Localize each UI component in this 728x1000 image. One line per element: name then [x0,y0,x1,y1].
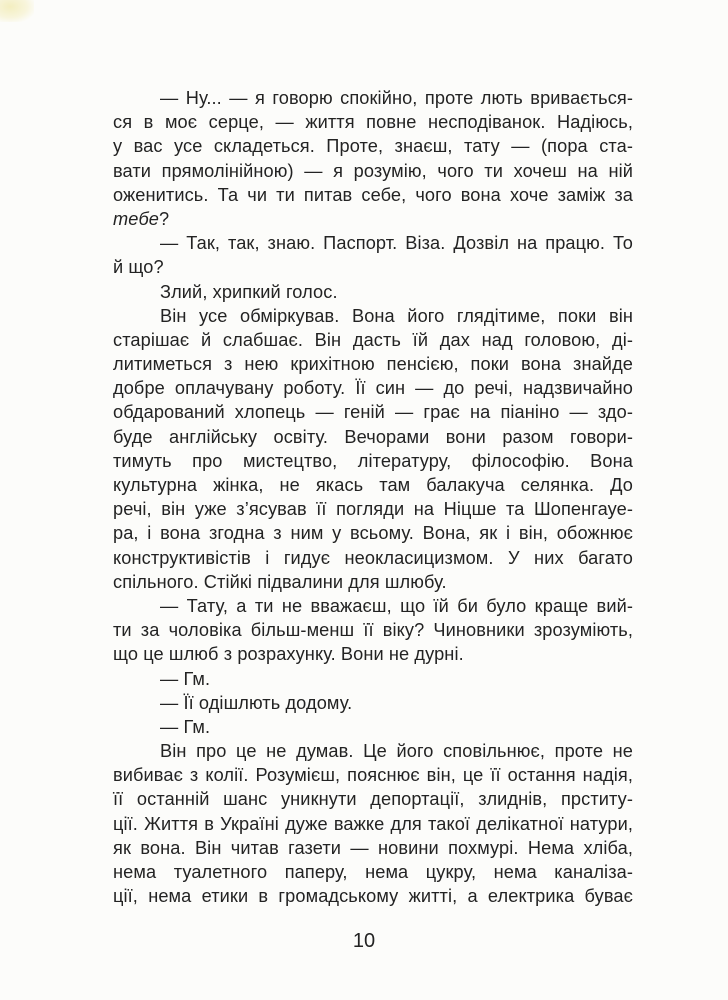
text-line [113,860,633,884]
text-line [113,255,633,279]
line-text: її останній шанс уникнути депортації, злиднів, прститу- [113,789,633,810]
line-text: конструктивістів і гидує неокласицизмом. У них багато [113,547,633,568]
line-text: — Її одішлють додому. [160,692,353,713]
line-text: — Гм. [160,668,211,689]
text-line [113,497,633,521]
text-line [113,400,633,424]
line-text: ції, нема етики в громадському житті, а електрика буває [113,886,633,907]
line-text: ся в моє серце, — життя повне несподіванок. Надіюсь, [113,112,633,133]
text-line [113,618,633,642]
line-text: речі, він уже з’ясував її погляди на Ніцше та Шопенгауе- [113,499,633,520]
line-text: — Так, так, знаю. Паспорт. Віза. Дозвіл на працю. То [160,233,633,254]
text-line [113,280,633,304]
italic-text: тебе [113,208,160,229]
text-line [113,642,633,666]
line-text: буде англійську освіту. Вечорами вони разом говори- [113,426,633,447]
text-line [113,376,633,400]
page-smudge [0,0,34,22]
line-text: ра, і вона згодна з ним у всьому. Вона, як і він, обожнює [113,523,633,544]
line-text: ти за чоловіка більш-менш її віку? Чиновники зрозуміють, [113,620,633,641]
text-line [113,207,633,231]
line-text: оженитись. Та чи ти питав себе, чого вона хоче заміж за [113,184,633,205]
line-text: Він усе обміркував. Вона його глядітиме, поки він [160,305,633,326]
line-text: ції. Життя в Україні дуже важке для такої делікатної натури, [113,813,633,834]
text-line [113,787,633,811]
text-line [113,110,633,134]
text-line [113,134,633,158]
text-line [113,812,633,836]
text-line [113,352,633,376]
line-text: й що? [113,257,164,278]
text-line [113,715,633,739]
line-text: Злий, хрипкий голос. [160,281,338,302]
page-body-text [113,86,633,908]
text-line [113,521,633,545]
text-line [113,594,633,618]
line-text: нема туалетного паперу, нема цукру, нема каналіза- [113,862,633,882]
line-text: у вас усе складеться. Проте, знаєш, тату — (пора ста- [113,136,633,157]
line-text: спільного. Стійкі підвалини для шлюбу. [113,571,447,592]
line-text: — Гм. [160,716,211,737]
page-number: 10 [352,930,376,952]
line-text: старішає й слабшає. Він дасть їй дах над головою, ді- [113,329,633,350]
text-line [113,328,633,352]
line-text: вати прямолінійною) — я розумію, чого ти хочеш на ній [113,160,633,181]
line-text: тимуть про мистецтво, літературу, філософію. Вона [113,450,633,471]
text-line [113,739,633,763]
text-line [113,570,633,594]
line-text: Він про це не думав. Це його сповільнює, проте не [160,741,633,762]
line-tail: ? [159,208,170,229]
text-line [113,667,633,691]
line-text: литиметься з нею крихітною пенсією, поки вона знайде [113,354,633,375]
text-line [113,449,633,473]
line-text: обдарований хлопець — геній — грає на піаніно — здо- [113,402,633,423]
text-line [113,691,633,715]
line-text: добре оплачувану роботу. Її син — до речі, надзвичайно [113,378,633,399]
text-line [113,231,633,255]
text-line [113,86,633,110]
text-line [113,763,633,787]
text-line [113,304,633,328]
line-text: вибиває з колії. Розумієш, пояснює він, це її остання надія, [113,765,633,786]
text-line [113,546,633,570]
line-text: як вона. Він читав газети — новини похмурі. Нема хліба, [113,837,633,858]
line-text: — Ну... — я говорю спокійно, проте лють вривається- [160,88,633,108]
line-text: культурна жінка, не якась там балакуча селянка. До [113,475,633,495]
text-line [113,425,633,449]
text-line [113,836,633,860]
line-text: що це шлюб з розрахунку. Вони не дурні. [113,644,464,665]
text-line [113,183,633,207]
line-text: — Тату, а ти не вважаєш, що їй би було краще вий- [160,595,633,616]
text-line [113,159,633,183]
text-line [113,473,633,497]
text-line [113,884,633,908]
